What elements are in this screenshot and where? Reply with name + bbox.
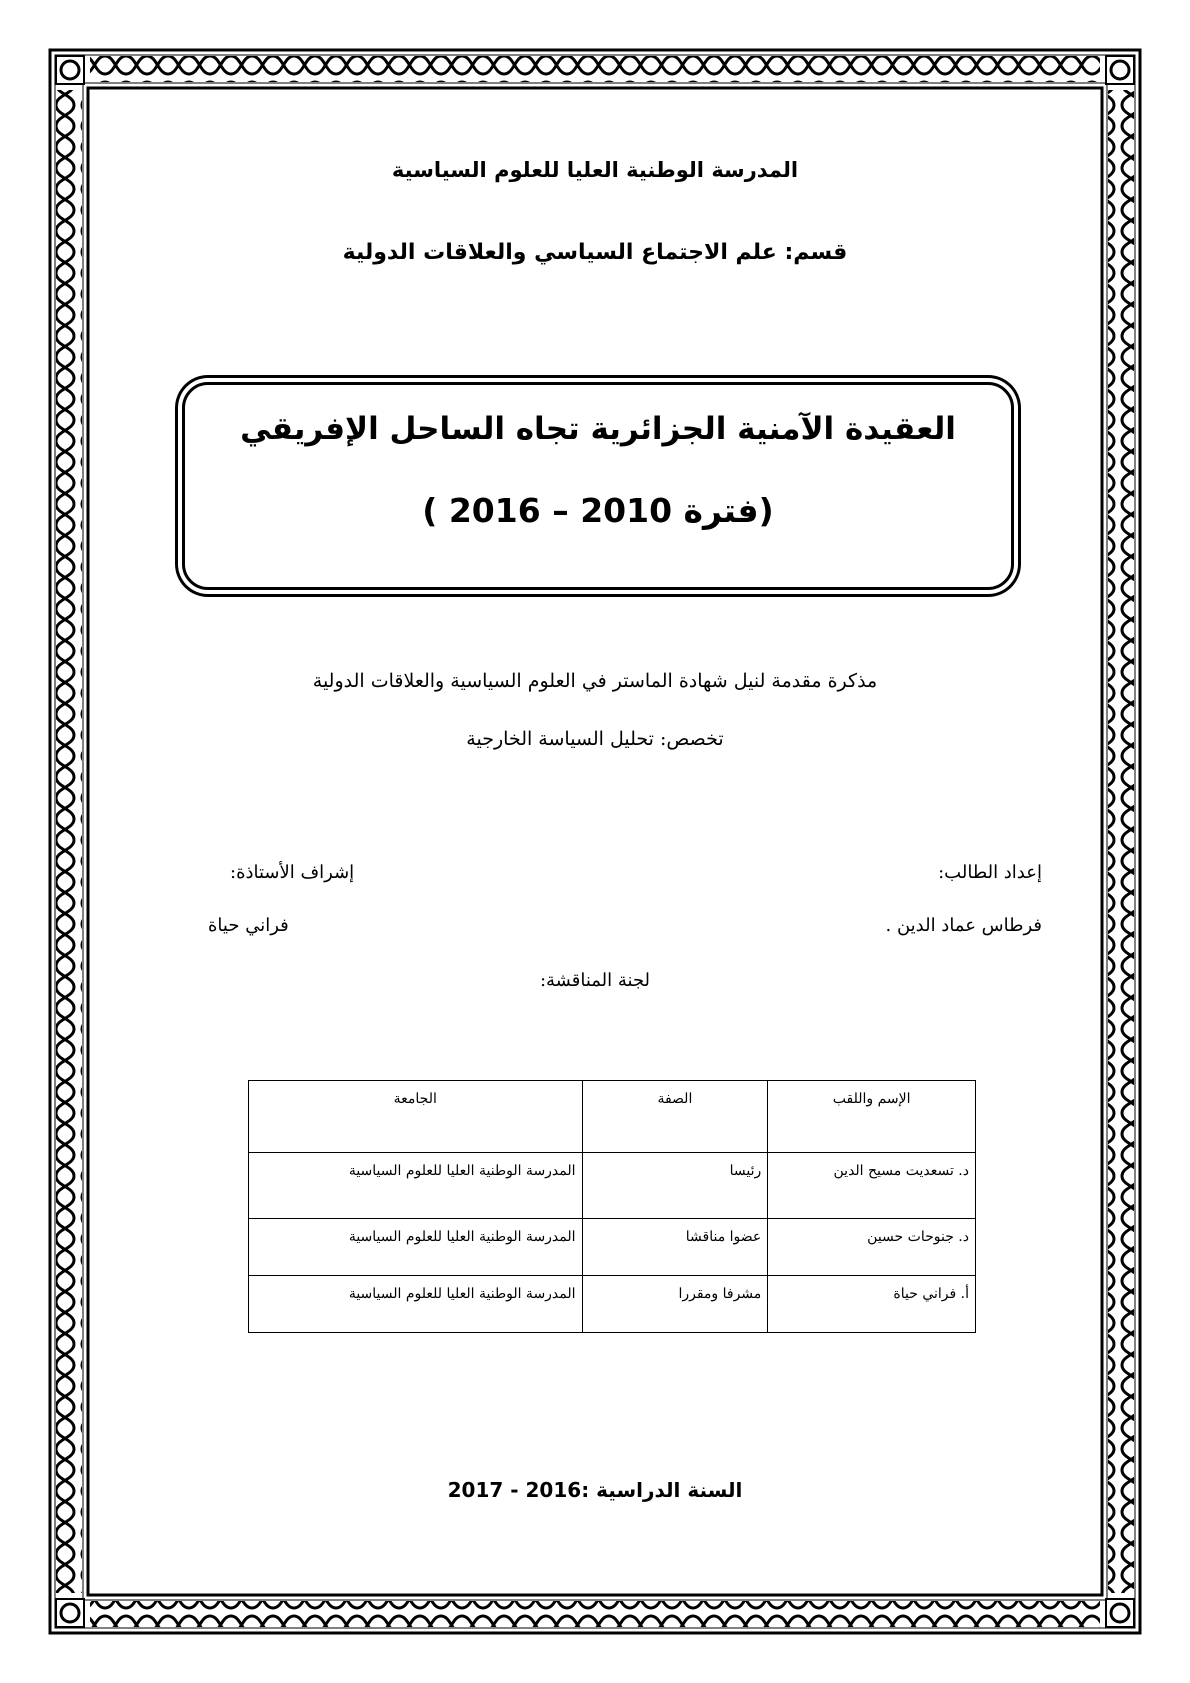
department-name: قسم: علم الاجتماع السياسي والعلاقات الدولية xyxy=(342,240,848,265)
column-header: الإسم واللقب xyxy=(768,1081,976,1153)
member-name: د. تسعديت مسيح الدين xyxy=(768,1153,976,1219)
member-role: عضوا مناقشا xyxy=(582,1219,768,1276)
corner-ring-icon xyxy=(56,1599,84,1627)
member-role: رئيسا xyxy=(582,1153,768,1219)
corner-ring-icon xyxy=(1106,1599,1134,1627)
thesis-title: العقيدة الآمنية الجزائرية تجاه الساحل الإفريقي xyxy=(240,411,956,447)
column-header: الصفة xyxy=(582,1081,768,1153)
column-header: الجامعة xyxy=(249,1081,583,1153)
member-university: المدرسة الوطنية العليا للعلوم السياسية xyxy=(249,1219,583,1276)
member-role: مشرفا ومقررا xyxy=(582,1276,768,1333)
academic-year: السنة الدراسية :2016 - 2017 xyxy=(447,1478,743,1502)
member-university: المدرسة الوطنية العليا للعلوم السياسية xyxy=(249,1276,583,1333)
specialization: تخصص: تحليل السياسة الخارجية xyxy=(466,728,724,750)
supervisor-label: إشراف الأستاذة: xyxy=(230,862,355,883)
table-row xyxy=(249,1219,976,1276)
corner-ring-icon xyxy=(56,56,84,84)
corner-ring-icon xyxy=(1106,56,1134,84)
school-name: المدرسة الوطنية العليا للعلوم السياسية xyxy=(391,158,799,182)
thesis-title-box xyxy=(182,382,1014,590)
table-row xyxy=(249,1153,976,1219)
table-header-row xyxy=(249,1081,976,1153)
student-label: إعداد الطالب: xyxy=(938,862,1042,883)
jury-table xyxy=(248,1080,976,1333)
member-name: أ. فراني حياة xyxy=(768,1276,976,1333)
page-content xyxy=(100,100,1090,1583)
table-row xyxy=(249,1276,976,1333)
thesis-period: (فترة 2010 – 2016 ) xyxy=(422,491,774,530)
committee-label: لجنة المناقشة: xyxy=(539,970,651,991)
memo-purpose: مذكرة مقدمة لنيل شهادة الماستر في العلوم السياسية والعلاقات الدولية xyxy=(312,670,878,692)
supervisor-name: فراني حياة xyxy=(208,915,289,936)
student-name: فرطاس عماد الدين . xyxy=(885,915,1042,936)
member-name: د. جنوحات حسين xyxy=(768,1219,976,1276)
member-university: المدرسة الوطنية العليا للعلوم السياسية xyxy=(249,1153,583,1219)
